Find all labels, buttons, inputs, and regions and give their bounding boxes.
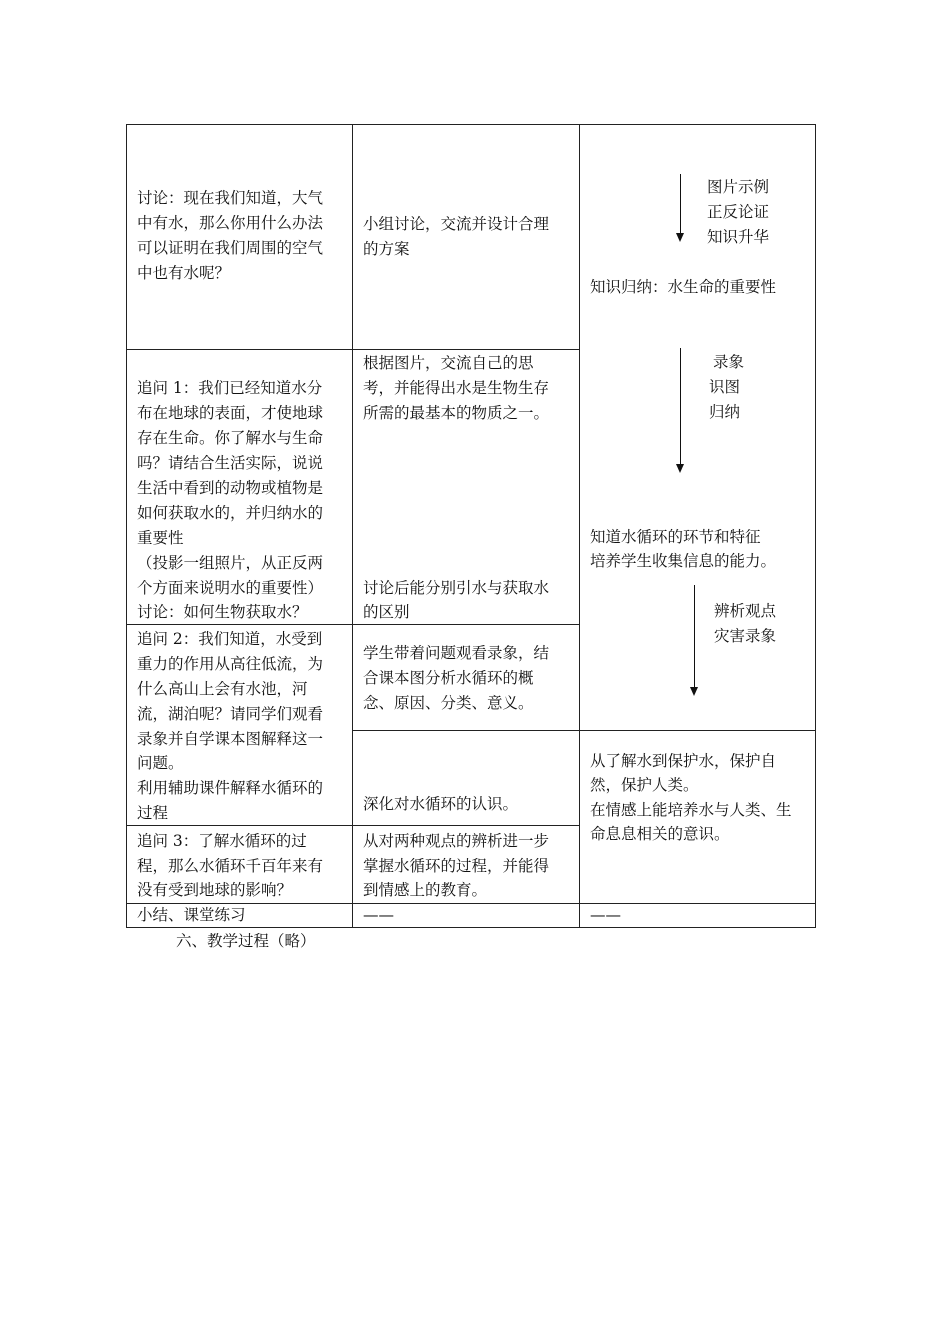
r2-teacher-line: 追问 1：我们已经知道水分 (137, 379, 323, 397)
r4-teacher-line: 追问 3：了解水循环的过 (137, 832, 307, 850)
design-method: 归纳 (709, 403, 741, 421)
row-divider (352, 825, 580, 826)
column-divider-2 (579, 124, 580, 928)
down-arrow-icon (694, 585, 695, 688)
row-divider (126, 349, 353, 350)
r1-teacher-line: 中有水，那么你用什么办法 (137, 214, 324, 232)
r2-student-line: 的区别 (363, 603, 410, 621)
r1-student-line: 的方案 (363, 240, 410, 258)
r2-teacher-line: 存在生命。你了解水与生命 (137, 429, 324, 447)
r2-student-line: 讨论后能分别引水与获取水 (363, 579, 550, 597)
r2-student-line: 根据图片，交流自己的思 (363, 354, 534, 372)
r2-teacher-line: 吗？请结合生活实际，说说 (137, 454, 324, 472)
r3-teacher-line: 问题。 (137, 754, 184, 772)
design-summary: 然，保护人类。 (590, 776, 699, 794)
design-method: 知识升华 (707, 228, 770, 246)
r3-student-line: 学生带着问题观看录象，结 (363, 644, 550, 662)
table-border-left (126, 124, 127, 928)
r2-teacher-line: 重要性 (137, 529, 184, 547)
r4-student-line: 掌握水循环的过程，并能得 (363, 857, 550, 875)
r3-teacher-line: 追问 2：我们知道，水受到 (137, 630, 323, 648)
design-method: 图片示例 (707, 178, 770, 196)
row-divider (579, 730, 816, 731)
r2-teacher-line: （投影一组照片，从正反两 (137, 554, 324, 572)
design-summary: 培养学生收集信息的能力。 (590, 552, 777, 570)
down-arrow-icon (680, 174, 681, 234)
design-summary: 在情感上能培养水与人类、生 (590, 801, 792, 819)
design-summary: 知道水循环的环节和特征 (590, 528, 761, 546)
r1-teacher-line: 中也有水呢？ (137, 264, 231, 282)
table-border-right (815, 124, 816, 928)
section-heading: 六、教学过程（略） (176, 932, 316, 950)
design-summary: 知识归纳：水生命的重要性 (590, 278, 777, 296)
r1-teacher-line: 讨论：现在我们知道，大气 (137, 189, 324, 207)
r1-teacher-line: 可以证明在我们周围的空气 (137, 239, 324, 257)
r5-teacher: 小结、课堂练习 (137, 906, 246, 924)
r2-student-line: 考，并能得出水是生物生存 (363, 379, 550, 397)
down-arrow-icon (680, 348, 681, 465)
r5-student: —— (363, 906, 394, 924)
r2-teacher-line: 个方面来说明水的重要性） (137, 579, 324, 597)
r5-design: —— (590, 906, 621, 924)
design-summary: 从了解水到保护水，保护自 (590, 752, 777, 770)
table-border-top (126, 124, 816, 125)
r4-student-line: 到情感上的教育。 (363, 881, 488, 899)
r4-teacher-line: 没有受到地球的影响？ (137, 881, 293, 899)
r3-teacher-line: 重力的作用从高往低流，为 (137, 655, 324, 673)
r3-student-line: 深化对水循环的认识。 (363, 795, 519, 813)
r2-teacher-line: 讨论：如何生物获取水？ (137, 603, 308, 621)
r2-student-line: 所需的最基本的物质之一。 (363, 404, 550, 422)
r2-teacher-line: 生活中看到的动物或植物是 (137, 479, 324, 497)
design-method: 辨析观点 (714, 602, 777, 620)
row-divider (352, 730, 580, 731)
row-divider (352, 349, 580, 350)
r3-teacher-line: 过程 (137, 804, 169, 822)
r1-student-line: 小组讨论，交流并设计合理 (363, 215, 550, 233)
r3-teacher-line: 什么高山上会有水池，河 (137, 680, 308, 698)
design-method: 录象 (713, 353, 745, 371)
column-divider-1 (352, 124, 353, 928)
r3-teacher-line: 利用辅助课件解释水循环的 (137, 779, 324, 797)
r3-teacher-line: 录象并自学课本图解释这一 (137, 730, 324, 748)
r3-student-line: 念、原因、分类、意义。 (363, 694, 534, 712)
r2-teacher-line: 布在地球的表面，才使地球 (137, 404, 324, 422)
r3-teacher-line: 流，湖泊呢？请同学们观看 (137, 705, 324, 723)
design-method: 灾害录象 (714, 627, 777, 645)
design-method: 识图 (709, 378, 741, 396)
design-method: 正反论证 (707, 203, 770, 221)
r4-student-line: 从对两种观点的辨析进一步 (363, 832, 550, 850)
design-summary: 命息息相关的意识。 (590, 825, 730, 843)
r4-teacher-line: 程，那么水循环千百年来有 (137, 857, 324, 875)
r2-teacher-line: 如何获取水的，并归纳水的 (137, 504, 324, 522)
r3-student-line: 合课本图分析水循环的概 (363, 669, 534, 687)
